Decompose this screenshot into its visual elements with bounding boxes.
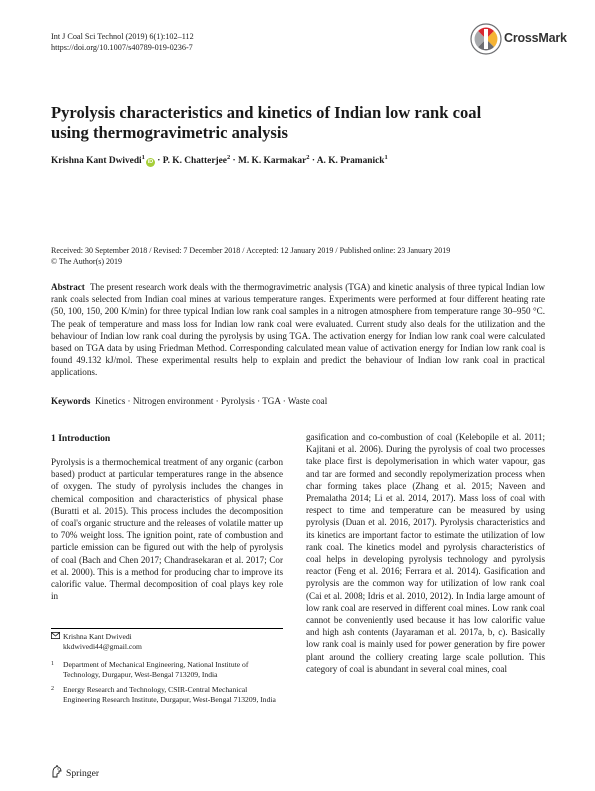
keywords-text: Kinetics · Nitrogen environment · Pyrolysis · TGA · Waste coal [94,396,328,406]
author-name[interactable]: P. K. Chatterjee [162,156,227,167]
author-separator: · [154,156,163,167]
author-name[interactable]: Krishna Kant Dwivedi [51,156,142,167]
abstract [51,281,545,379]
affiliation-number: 1 [51,661,54,667]
affiliation-number: 2 [51,686,54,692]
crossmark-label: CrossMark [504,31,567,45]
affiliation-text: Energy Research and Technology, CSIR-Central Mechanical Engineering Research Institute, Durgapur, West-Bengal 713209, India [63,685,276,704]
author-name[interactable]: A. K. Pramanick [316,156,385,167]
author-separator: · [230,156,239,167]
author-separator: · [309,156,317,167]
footnote-divider [51,628,283,629]
corresponding-name: Krishna Kant Dwivedi [63,632,132,641]
orcid-icon[interactable]: iD [147,159,154,166]
section-heading: 1 Introduction [51,433,111,444]
keywords [51,395,545,407]
article-title: Pyrolysis characteristics and kinetics of Indian low rank coal using thermogravimetric analysis [51,103,482,142]
author-affiliation-mark: 1 [141,154,145,161]
copyright-notice: © The Author(s) 2019 [51,256,123,266]
keywords-label: Keywords [51,396,91,406]
corresponding-email[interactable]: kkdwivedi44@gmail.com [63,641,142,651]
crossmark-badge[interactable] [470,22,580,56]
affiliation-text: Department of Mechanical Engineering, National Institute of Technology, Durgapur, West-Bengal 713209, India [63,660,249,679]
journal-citation: Int J Coal Sci Technol (2019) 6(1):102–112 [51,32,194,41]
intro-column-right: gasification and co-combustion of coal (Kelebopile et al. 2011; Kajitani et al. 2006). During the pyrolysis of coal two processes take place first is depolymerisation in which water vapour, gas and tar are formed and secondly repolymerization process when char forming takes place (Zhang et al. 2015; Naveen and Premalatha 2014; Li et al. 2014, 2017). Mass loss of coal with respect to time and temperature can be measured by using pyrolysis (Duan et al. 2016, 2017). Pyrolysis characteristics and its kinetics are important factor to estimate the utilization of low rank coal. The kinetics model and pyrolysis characteristics of coal helps in developing pyrolysis technology and pyrolysis reactor (Feng et al. 2016; Ferrara et al. 2014). Gasification and pyrolysis are the common way for utilization of low rank coal (Cai et al. 2008; Idris et al. 2010, 2012). In India large amount of low rank coal are reserved in different coal mines. Low rank coal cannot be conveniently used because it has low calorific value and high ash contents (Jayaraman et al. 2017a, b, c). Basically low rank coal is mainly used for power generation by fire power plant around the colliery creating large scale pollution. This category of coal is abundant in several coal mines, coal [306,432,545,674]
publisher-logo [51,765,99,779]
publisher-name: Springer [66,768,100,779]
history-dates: Received: 30 September 2018 / Revised: 7 December 2018 / Accepted: 12 January 2019 / Published online: 23 January 2019 [51,246,451,255]
author-name[interactable]: M. K. Karmakar [238,156,307,167]
envelope-icon [51,632,60,639]
intro-column-left: Pyrolysis is a thermochemical treatment of any organic (carbon based) product at particular temperatures range in the absence of oxygen. The study of pyrolysis includes the changes in chemical composition and characteristics of physical phase (Buratti et al. 2015). This process includes the decomposition of coal's organic structure and the releases of volatile matter up to 70% weight loss. The ignition point, rate of combustion and particle emission can be figured out with the help of pyrolysis of coal (Bach and Chen 2017; Chandrasekaran et al. 2017; Cor et al. 2000). This is a method for producing char to improve its calorific value. Thermal decomposition of coal plays key role in [51,457,283,602]
author-affiliation-mark: 1 [384,154,388,161]
doi-link[interactable]: https://doi.org/10.1007/s40789-019-0236-7 [51,43,193,52]
abstract-label: Abstract [51,282,85,292]
author-affiliation-mark: 2 [226,154,231,161]
author-affiliation-mark: 2 [306,154,310,161]
article-history [51,246,551,267]
springer-horse-icon [51,765,63,778]
abstract-text: The present research work deals with the thermogravimetric analysis (TGA) and kinetic analysis of three typical Indian low rank coals selected from Indian coal mines at various temperature ranges. Experiments were performed at four different heating rate (50, 100, 150, 200 K/min) for three typical Indian low rank coal samples in a nitrogen atmosphere from temperature range 30–950 °C. The peak of temperature and mass loss for Indian low rank coal were evaluated. Current study also deals for the utilization and the behaviour of Indian low rank coal during the pyrolysis by using TGA. The activation energy for Indian low rank coal were calculated based on TGA data by using Friedman Method. Corresponding calculated mean value of activation energy for Indian low rank coal is found 49.132 kJ/mol. These experimental results help to explain and predict the behaviour of Indian low rank coal in practical applications. [51,282,546,378]
author-list [51,154,571,167]
crossmark-icon [470,23,502,55]
